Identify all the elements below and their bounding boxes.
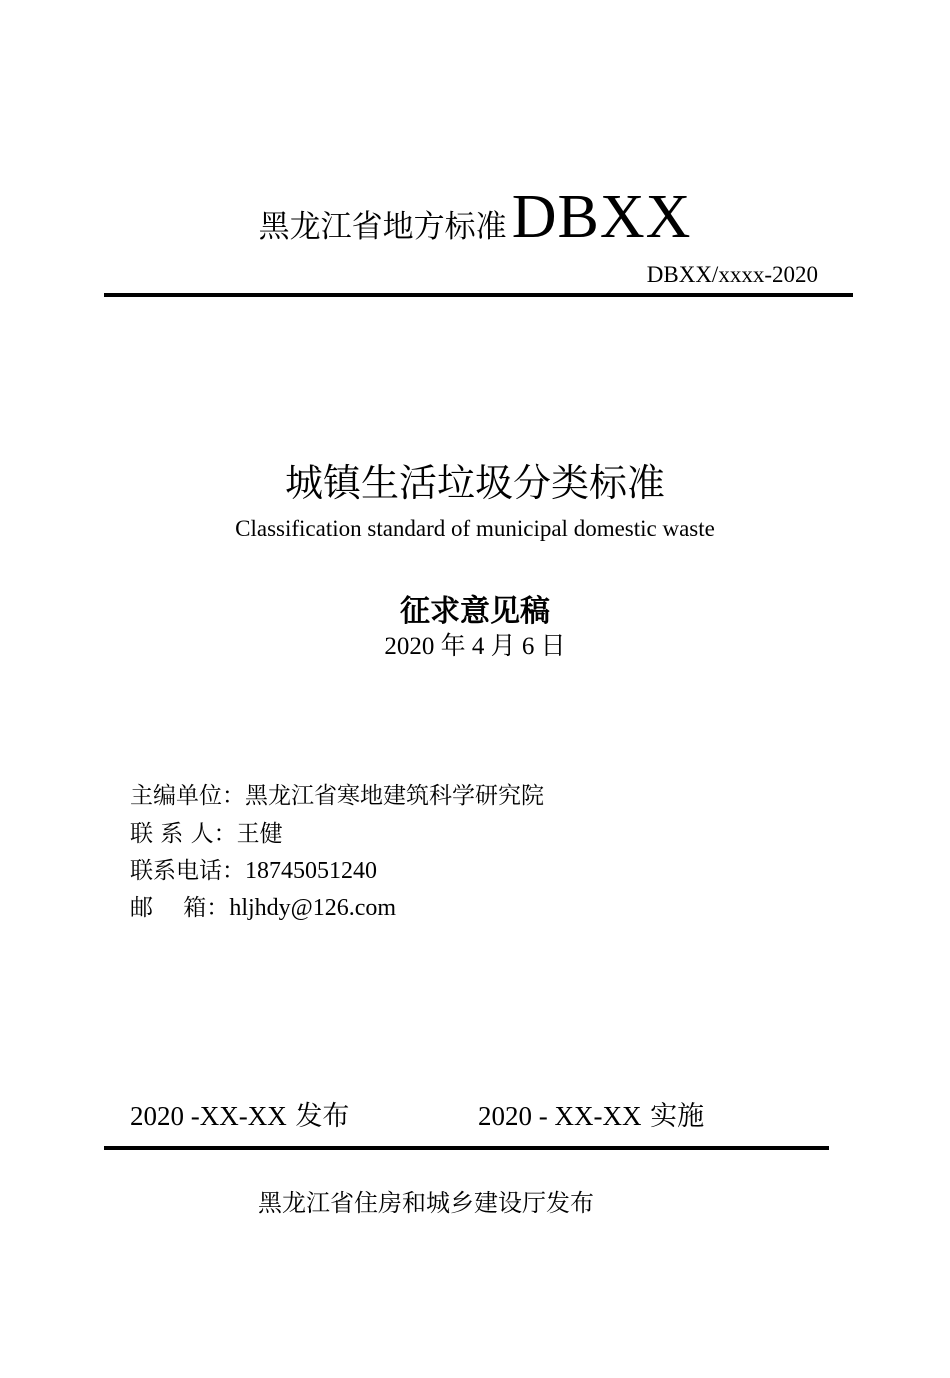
contact-email-line bbox=[130, 889, 396, 922]
implement-date: 2020 - XX-XX bbox=[478, 1101, 642, 1131]
contact-phone-value: 18745051240 bbox=[245, 858, 377, 884]
draft-date: 2020 年 4 月 6 日 bbox=[384, 633, 566, 660]
contact-person-line bbox=[130, 815, 283, 848]
contact-phone-line bbox=[130, 852, 377, 885]
contact-phone-label: 联系电话： bbox=[130, 858, 245, 884]
draft-label: 征求意见稿 bbox=[400, 594, 550, 629]
bottom-divider bbox=[104, 1146, 829, 1150]
publish-date-line bbox=[130, 1094, 349, 1133]
editor-unit-label: 主编单位： bbox=[130, 783, 245, 809]
document-title-english: Classification standard of municipal domestic waste bbox=[235, 516, 715, 541]
issuing-authority: 黑龙江省住房和城乡建设厅发布 bbox=[258, 1189, 594, 1217]
implement-date-line bbox=[478, 1094, 704, 1133]
top-divider bbox=[104, 293, 853, 297]
contact-email-label: 邮 箱： bbox=[130, 895, 230, 921]
standard-code: DBXX bbox=[511, 183, 692, 251]
publish-date: 2020 -XX-XX bbox=[130, 1101, 287, 1131]
publish-label: 发布 bbox=[295, 1101, 350, 1132]
standard-header bbox=[0, 182, 950, 253]
document-title-chinese: 城镇生活垃圾分类标准 bbox=[284, 461, 665, 505]
editor-unit-line bbox=[130, 777, 544, 810]
contact-email-value: hljhdy@126.com bbox=[229, 895, 397, 921]
standard-type: 黑龙江省地方标准 bbox=[258, 209, 507, 245]
contact-person-label: 联 系 人： bbox=[130, 821, 237, 847]
standard-number: DBXX/xxxx-2020 bbox=[646, 262, 818, 287]
editor-unit-value: 黑龙江省寒地建筑科学研究院 bbox=[245, 783, 544, 809]
contact-person-value: 王健 bbox=[236, 821, 283, 847]
implement-label: 实施 bbox=[650, 1101, 705, 1132]
